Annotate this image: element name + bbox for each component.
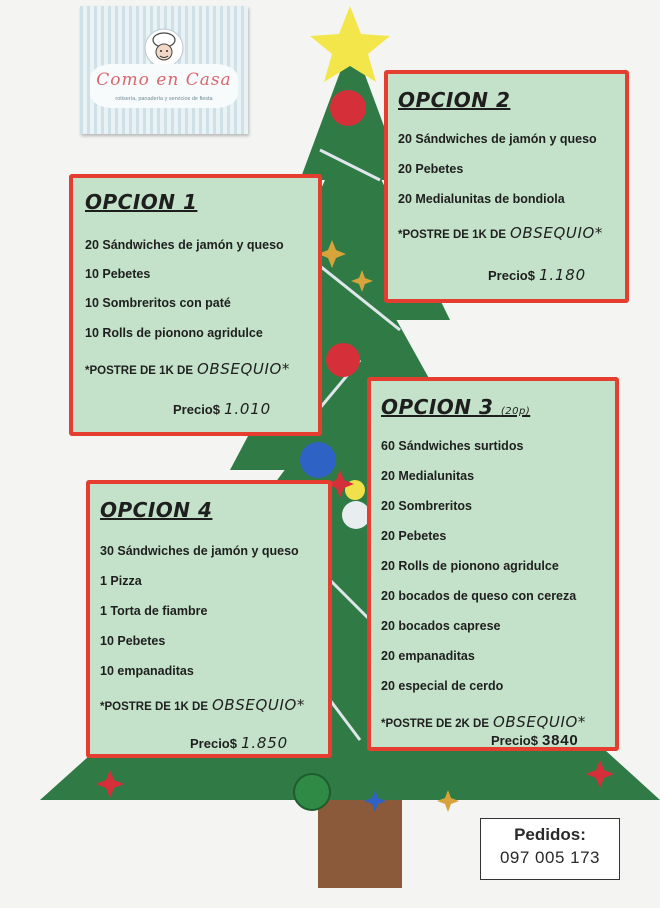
price-label: Precio$ [190,736,237,751]
option-3-item: 60 Sándwiches surtidos [381,439,524,453]
option-3-item: 20 especial de cerdo [381,679,504,693]
option-3-item: 20 empanaditas [381,649,475,663]
price-amount: 1.180 [538,266,586,284]
price-amount: 3840 [541,732,579,749]
price-amount: 1.010 [223,400,271,418]
option-4-item: 1 Pizza [100,574,142,588]
option-3-item: 20 bocados caprese [381,619,501,633]
option-3-title [381,395,530,419]
option-4-item: 1 Torta de fiambre [100,604,208,618]
option-3-item: 20 bocados de queso con cereza [381,589,577,603]
option-1-card [69,174,322,436]
option-1-title: OPCION 1 [85,190,198,214]
option-3-note: (20p) [500,406,531,417]
brand-tagline: rotisería, panadería y servicios de fiesta [115,96,213,102]
orders-label: Pedidos: [514,825,586,844]
price-label: Precio$ [488,268,535,283]
gift-word: OBSEQUIO* [197,360,291,378]
gift-word: OBSEQUIO* [510,224,604,242]
option-2-card [384,70,629,303]
option-2-item: 20 Pebetes [398,162,464,176]
option-3-item: 20 Sombreritos [381,499,473,513]
gift-prefix: *POSTRE DE 2K DE [381,718,489,730]
option-1-item: 10 Pebetes [85,267,151,281]
option-1-item: 20 Sándwiches de jamón y queso [85,238,284,252]
option-3-item: 20 Medialunitas [381,469,475,483]
option-3-card [367,377,619,751]
chef-icon [144,28,184,68]
orders-phone: 097 005 173 [499,848,601,867]
price-label: Precio$ [491,733,538,748]
option-4-item: 30 Sándwiches de jamón y queso [100,544,299,558]
option-4-price [190,734,288,752]
option-4-item: 10 Pebetes [100,634,166,648]
option-2-gift [398,224,603,242]
option-3-price [491,732,579,749]
option-4-title: OPCION 4 [100,498,213,522]
option-3-gift [381,713,586,731]
option-4-gift [100,696,305,714]
gift-word: OBSEQUIO* [212,696,306,714]
option-1-item: 10 Sombreritos con paté [85,296,231,310]
option-1-item: 10 Rolls de pionono agridulce [85,326,263,340]
price-label: Precio$ [173,402,220,417]
option-2-item: 20 Sándwiches de jamón y queso [398,132,597,146]
gift-prefix: *POSTRE DE 1K DE [100,701,208,713]
option-2-title: OPCION 2 [398,88,511,112]
brand-logo [80,6,248,134]
option-1-price [173,400,271,418]
option-2-price [488,266,586,284]
brand-name: Como en Casa [96,70,232,90]
option-4-item: 10 empanaditas [100,664,194,678]
option-3-item: 20 Pebetes [381,529,447,543]
tree-trunk [318,790,402,888]
option-3-title-text: OPCION 3 [381,395,494,419]
gift-word: OBSEQUIO* [493,713,587,731]
price-amount: 1.850 [240,734,288,752]
gift-prefix: *POSTRE DE 1K DE [85,365,193,377]
gift-prefix: *POSTRE DE 1K DE [398,229,506,241]
option-1-gift [85,360,290,378]
option-4-card [86,480,332,758]
option-2-item: 20 Medialunitas de bondiola [398,192,565,206]
orders-contact-box [480,818,620,880]
option-3-item: 20 Rolls de pionono agridulce [381,559,559,573]
